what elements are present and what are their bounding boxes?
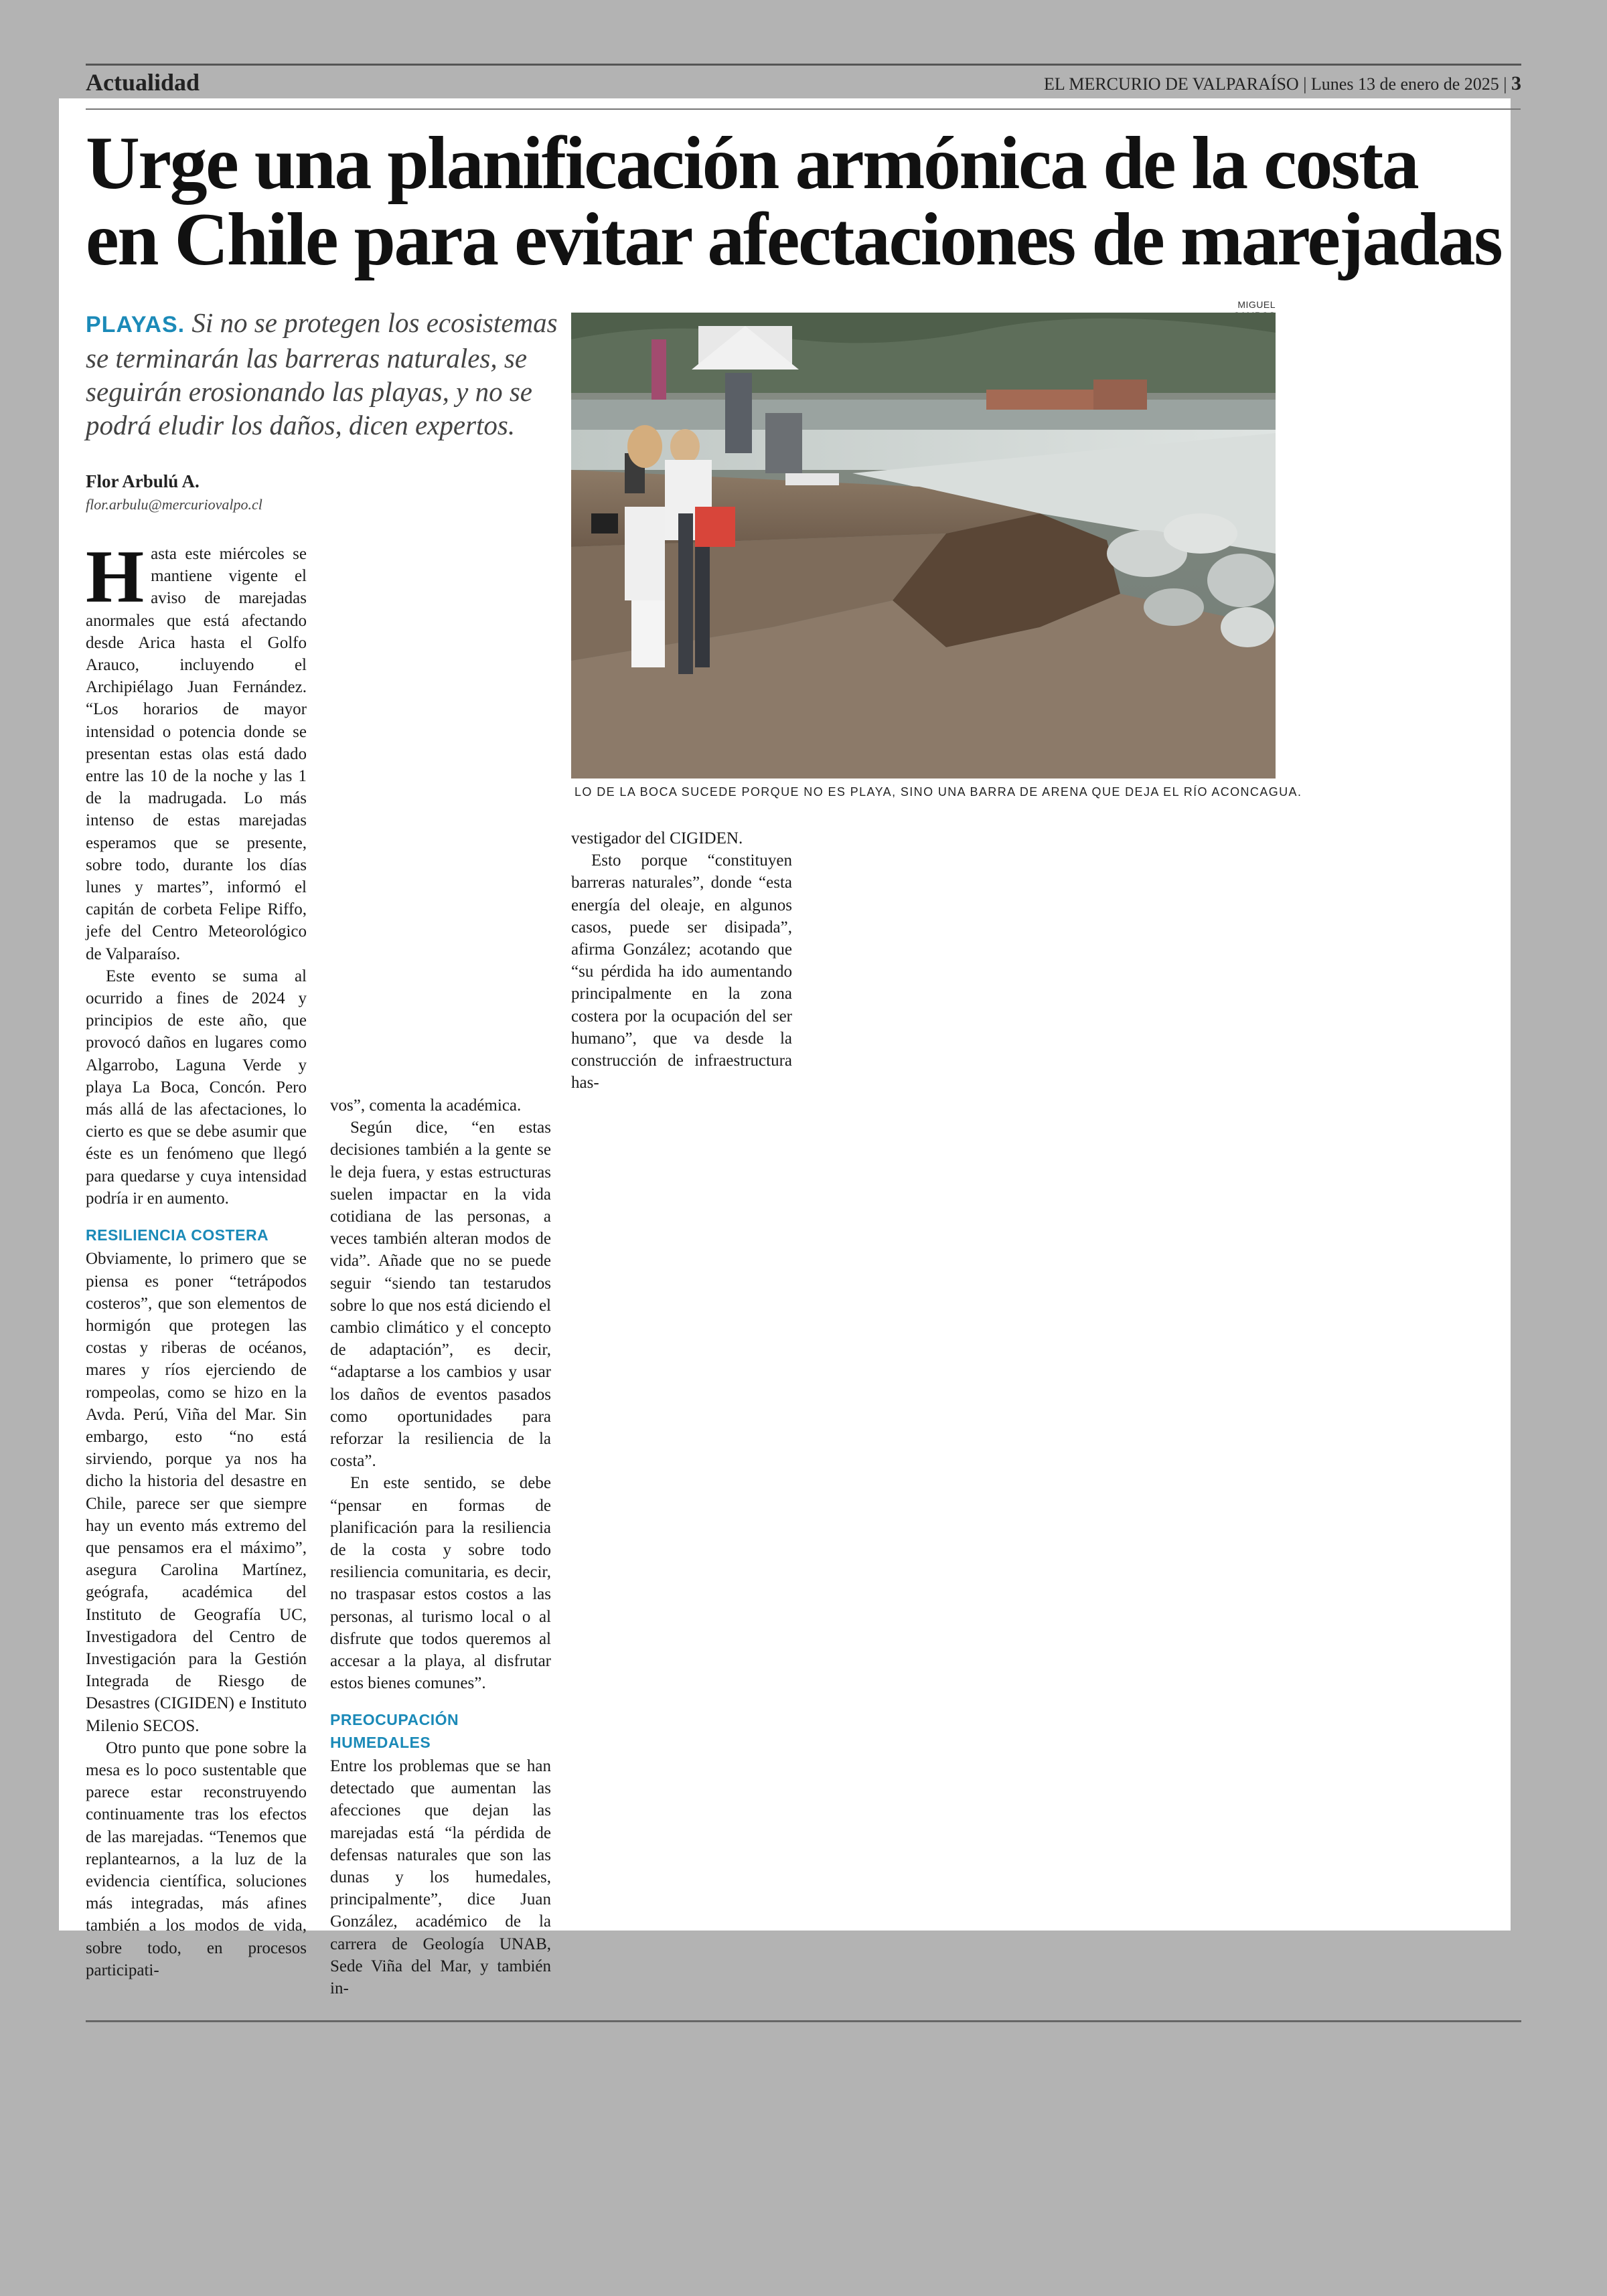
text-column-1 (86, 536, 307, 1981)
separator: | (1303, 74, 1311, 94)
dek (86, 306, 575, 442)
footer-rule (86, 2020, 1521, 2022)
drop-cap: H (86, 536, 145, 619)
photo-credit: MIGUEL (1237, 299, 1276, 310)
author-email: flor.arbulu@mercuriovalpo.cl (86, 496, 262, 513)
paragraph: Este evento se suma al ocurrido a fines de 2024 y principios de este año, que provocó daños en lugares como Algarrobo, Laguna Verde y playa La Boca, Concón. Pero más allá de las afectaciones, lo cierto es que se debe asumir que éste es un fenómeno que llegó para quedarse y cuya intensidad podría ir en aumento. (86, 967, 307, 1208)
paragraph: Esto porque “constituyen barreras naturales”, donde “esta energía del oleaje, en algunos casos, puede ser disipada”, afirma González; acotando que “su pérdida ha ido aumentando principalmente en la zona costera por la ocupación del ser humano”, que va desde la construcción de infraestructura has- (571, 851, 792, 1092)
paragraph: vos”, comenta la académica. (330, 1096, 522, 1115)
newspaper-name: EL MERCURIO DE VALPARAÍSO (1044, 74, 1299, 94)
subhead-humedales: PREOCUPACIÓN HUMEDALES (330, 1711, 459, 1751)
paragraph-text: asta este miércoles se mantiene vigente el aviso de marejadas anormales que está afectando desde Arica hasta el Golfo Arauco, incluyendo el Archipiélago Juan Fernández. “Los horarios de mayor intensidad o potencia donde se presentan estas olas está dado entre las 10 de la noche y las 1 de la madrugada. Lo más intenso de estas marejadas esperamos que se presente, sobre todo, durante los días lunes y martes”, informó el capitán de corbeta Felipe Riffo, jefe del Centro Meteorológico de Valparaíso. (86, 545, 307, 963)
article-sheet (59, 98, 1511, 1997)
paragraph: Entre los problemas que se han detectado que aumentan las afecciones que dejan las marejadas está “la pérdida de defensas naturales que son las dunas y los humedales, principalmente”, dice Juan González, académico de la carrera de Geología UNAB, Sede Viña del Mar, y también in- (330, 1756, 551, 1997)
paragraph: En este sentido, se debe “pensar en formas de planificación para la resiliencia de la costa y sobre todo resiliencia comunitaria, es decir, no traspasar estos costos a las personas, al turismo local o al disfrute que todos queremos al accesar a la playa, al disfrutar estos bienes comunes”. (330, 1474, 551, 1693)
article-photo (571, 313, 1276, 778)
kicker: PLAYAS. (86, 312, 185, 337)
issue-date: Lunes 13 de enero de 2025 (1310, 74, 1499, 94)
subhead-resiliencia: RESILIENCIA COSTERA (86, 1226, 269, 1244)
byline: Flor Arbulú A. (86, 471, 200, 491)
text-column-2 (330, 1094, 551, 1999)
paragraph: Según dice, “en estas decisiones también a la gente se le deja fuera, y estas estructuras suelen impactar en la vida cotidiana de las personas, a veces también alteran modos de vida”. Añade que no se puede seguir “siendo tan testarudos sobre lo que nos está diciendo el cambio climático y el concepto de adaptación”, es decir, “adaptarse a los cambios y usar los daños de eventos pasados como oportunidades para reforzar la resiliencia de la costa”. (330, 1119, 551, 1471)
beach-erosion-photo (571, 313, 1276, 778)
page-number: 3 (1511, 72, 1521, 94)
paragraph: vestigador del CIGIDEN. (571, 829, 743, 847)
header-rule (86, 108, 1521, 110)
separator: | (1503, 74, 1511, 94)
photo-caption: LO DE LA BOCA SUCEDE PORQUE NO ES PLAYA, SINO UNA BARRA DE ARENA QUE DEJA EL RÍO ACONCAGUA. (575, 785, 1302, 799)
headline (86, 122, 1532, 281)
section-label: Actualidad (86, 69, 200, 96)
headline-line-2: en Chile para evitar afectaciones de marejadas (86, 198, 1502, 281)
masthead-info (1044, 72, 1521, 95)
text-column-3 (571, 827, 792, 1094)
paragraph: Obviamente, lo primero que se piensa es poner “tetrápodos costeros”, que son elementos de hormigón que protegen las costas y riberas de océanos, mares y ríos ejerciendo de rompeolas, como se hizo en la Avda. Perú, Viña del Mar. Sin embargo, esto “no está sirviendo, porque ya nos ha dicho la historia del desastre en Chile, parece ser que siempre hay un evento más extremo del que pensamos era el máximo”, asegura Carolina Martínez, geógrafa, académica del Instituto de Geografía UC, Investigadora del Centro de Investigación para la Gestión Integrada de Riesgo de Desastres (CIGIDEN) e Instituto Milenio SECOS. (86, 1250, 307, 1735)
headline-line-1: Urge una planificación armónica de la costa (86, 122, 1418, 205)
paragraph (86, 536, 307, 965)
paragraph: Otro punto que pone sobre la mesa es lo poco sustentable que parece estar reconstruyendo continuamente tras los efectos de las marejadas. “Tenemos que replantearnos, a la luz de la evidencia científica, soluciones más integradas, más afines también a los modos de vida, sobre todo, en procesos participati- (86, 1738, 307, 1979)
dek-text: Si no se protegen los ecosistemas se terminarán las barreras naturales, se seguirán erosionando las playas, y no se podrá eludir los daños, dicen expertos. (86, 307, 558, 440)
